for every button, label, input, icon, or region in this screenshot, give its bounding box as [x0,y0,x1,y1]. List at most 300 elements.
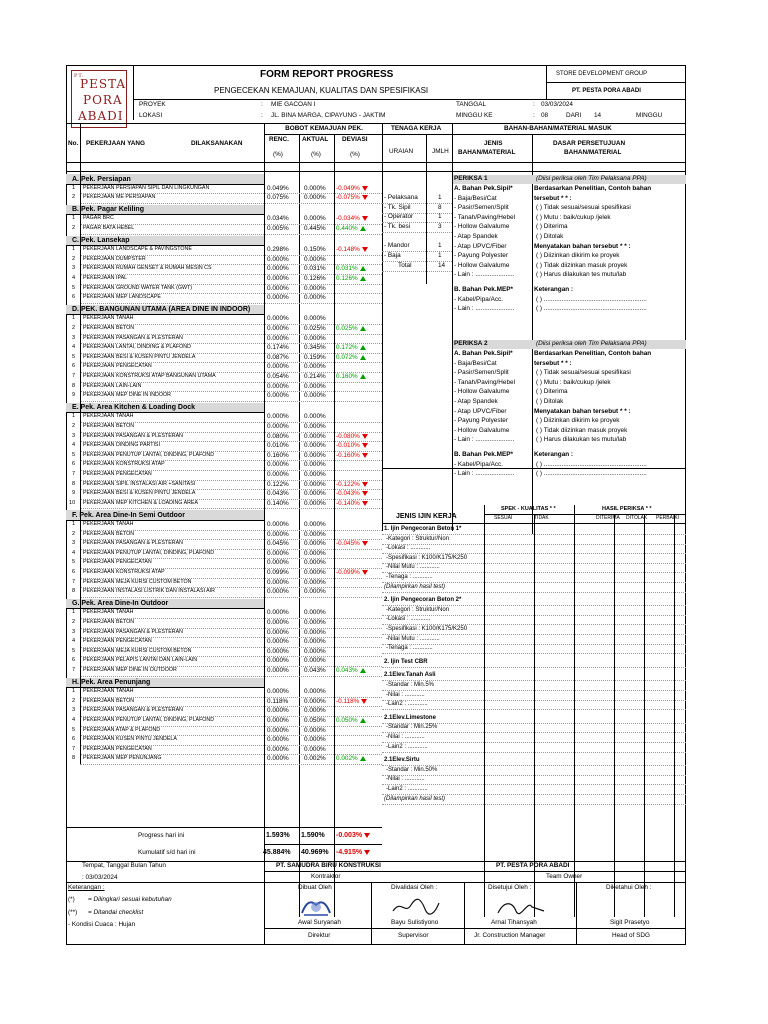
proyek-label: PROYEK [139,101,166,108]
row-aktual: 0.000% [304,745,326,753]
row-aktual: 0.000% [304,569,326,576]
row-line [382,752,686,753]
kumulatif-label: Kumulatif s/d hari ini [138,849,196,856]
bahan-mep-title: B. Bahan Pek.MEP* [454,451,513,458]
up-arrow-icon [360,266,366,271]
up-arrow-icon [360,276,366,281]
col-aktual: AKTUAL [302,136,329,143]
work-item-name: PEKERJAAN PENGECATAN [83,471,152,477]
work-item-name: PEKERJAAN PASANGAN & PLESTERAN [83,628,183,635]
store-group: STORE DEVELOPMENT GROUP [556,71,648,77]
dasar-title: Berdasarkan Penelitian, Contoh bahan [534,185,652,192]
keterangan-1: = Dilingkari sesuai kebutuhan [88,896,172,903]
row-renc: 0.000% [267,609,289,617]
row-line [382,709,686,710]
company-name: PT. PESTA PORA ABADI [572,88,641,94]
down-arrow-icon [362,501,368,506]
row-renc: 0.000% [267,559,289,567]
minggu-value: 08 [541,112,549,119]
row-number: 2 [72,255,76,262]
row-aktual: 0.000% [304,451,326,459]
row-renc: 0.000% [267,755,289,763]
report-sheet: PT. PESTA PORA ABADI FORM REPORT PROGRESS PENGECEKAN KEMAJUAN, KUALITAS DAN SPESIFIKASI STORE DEVELOPMENT GROUP PT. PESTA PORA ABADI PROYEK : MIE GACOAN I TANGGAL : 03/03/2024 LOKASI : JL. BINA MARGA, CIPAYUNG - JAKTIM MINGGU KE : 08 DARI 14 MINGGU No. PEKERJAAN YANG DILAKSANAKAN BOBOT KEMAJUAN PEK. RENC. (%) AKTUAL (%) DEVIASI (%) TENAGA KERJA URAIAN JMLH BAHAN-BAHAN/MATERIAL MASUK JENIS BAHAN/MATERIAL DASAR PERSETUJUAN BAHAN/MATERIAL A. Pek. Persiapan 1 PEKERJAAN PERSIAPAN SIPIL DAN LINGKUNGAN 0.049% 0.000% -0.049% 2 PEKERJAAN ME PERSIAPAN 0.075% 0.000% -0.075% B. Pek. Pagar Keliling 1 PAGAR BRC 0.034% 0.000% -0.034% 2 PAGAR BATA HEBEL 0.005% 0.445% 0.440% C. Pek. Lansekap 1 PEKERJAAN LANDSCAPE & PAVINGSTONE 0.298% 0.150% -0.148% 2 PEKERJAAN DUMPSTER 0.000% 0.000% 3 PEKERJAAN RUMAH GENSET & RUMAH MESIN CS 0.000% 0.031% 0.031% 4 PEKERJAAN IPAL 0.000% 0.126% 0.126% 5 PEKERJAAN GROUND WATER TANK (GWT) 0.000% 0.000% 6 PEKERJAAN MEP LANDSCAPE 0.000% 0.000% D. PEK. BANGUNAN UTAMA (AREA DINE IN INDOOR) 1 PEKERJAAN TANAH 0.000% 0.000% 2 PEKERJAAN BETON 0.000% 0.025% 0.025% 3 PEKERJAAN PASANGAN & PLESTERAN 0.000% 0.000% 4 PEKERJAAN LANTAI, DINDING & PLAFOND 0.174% 0.345% 0.172% 5 PEKERJAAN BESI & KUSEN PINTU JENDELA 0.087% 0.159% 0.072% 6 PEKERJAAN PENGECATAN 0.000% 0.000% 7 PEKERJAAN KONSTRUKSI ATAP BANGUNAN UTAMA 0.054% 0.214% 0.160% 8 PEKERJAAN LAIN-LAIN 0.000% 0.000% 9 PEKERJAAN MEP DINE IN INDOOR 0.000% 0.000% E. Pek. Area Kitchen & Loading Dock 1 PEKERJAAN TANAH 0.000% 0.000% 2 PEKERJAAN BETON 0.000% 0.000% 3 PEKERJAAN PASANGAN & PLESTERAN 0.080% 0.000% -0.080% 4 PEKERJAAN DINDING PARTISI 0.010% 0.000% -0.010% 5 PEKERJAAN PENUTUP LANTAI, DINDING, PLAFOND 0.160% 0.000% -0.160% 6 PEKERJAAN KONSTRUKSI ATAP 0.000% 0.000% 7 PEKERJAAN PENGECATAN 0.000% 0.000% 8 PEKERJAAN SIPIL INSTALASI AIR +SANITASI 0.122% 0.000% -0.122% 9 PEKERJAAN BESI & KUSEN PINTU JENDELA 0.043% 0.000% -0.043% 10 PEKERJAAN MEP KITCHEN & LOADING AREA 0.140% 0.000% -0.140% F. Pek. Area Dine-In Semi Outdoor 1 PEKERJAAN TANAH 0.000% 0.000% 2 PEKERJAAN BETON 0.000% 0.000% 3 PEKERJAAN PASANGAN & PLESTERAN 0.045% 0.000% -0.045% 4 PEKERJAAN PENUTUP LANTAI, DINDING, PLAFOND 0.000% 0.000% 5 PEKERJAAN PENGECATAN 0.000% 0.000% 6 PEKERJAAN KONSTRUKSI ATAP 0.099% 0.000% -0.099% 7 PEKERJAAN MEJA KURSI CUSTOM BETON 0.000% 0.000% 8 PEKERJAAN INSTALASI LISTRIK DAN INSTALASI AIR 0.000% 0.000% G. Pek. Area Dine-In Outdoor 1 PEKERJAAN TANAH 0.000% 0.000% 2 PEKERJAAN BETON 0.000% 0.000% 3 PEKERJAAN PASANGAN & PLESTERAN 0.000% 0.000% 4 PEKERJAAN PENGECATAN 0.000% 0.000% 5 PEKERJAAN MEJA KURSI CUSTOM BETON 0.000% 0.000% 6 PEKERJAAN PELAPIS LANTAI DAN LAIN-LAIN 0.000% 0.000% 7 PEKERJAAN MEP DINE IN OUTDOOR 0.000% 0.043% 0.043% H. Pek. Area Penunjang 1 PEKERJAAN TANAH 0.000% 0.000% 2 PEKERJAAN BETON 0.118% 0.000% -0.118% 3 PEKERJAAN PASANGAN & PLESTERAN 0.000% 0.000% 4 PEKERJAAN PENUTUP LANTAI, DINDING, PLAFOND 0.000% 0.050% 0.050% 5 PEKERJAAN ATAP & PLAFOND 0.000% 0.000% 6 PEKERJAAN KUSEN PINTU JENDELA 0.000% 0.000% 7 PEKERJAAN PENGECATAN 0.000% 0.000% 8 PEKERJAAN MEP PENUNJANG 0.000% 0.002% 0.002% Progress hari ini 1.593% 1.590% -0.003% Kumulatif s/d hari ini 45.884% 40.969% -4.915% - Pelaksana 1 - Tk. Sipil 8 - Operator 1 - Tk. besi 3 - Mandor 1 - Baja 1 Total 14 PERIKSA 1 (Diisi periksa oleh Tim Pelaksana PPA) A. Bahan Pek.Sipil* Berdasarkan Penelitian, Contoh bahan - Baja/Besi/Cat tersebut * * : - Pasir/Semen/Split ( ) Tidak sesuai/sesuai spesifikasi - Tanah/Paving/Hebel ( ) Mutu : baik/cukup /jelek - Hollow Galvalume ( ) Diterima - Atap Spandek ( ) Ditolak - Atap UPVC/Fiber Menyatakan bahan tersebut * * : - Payung Polyester ( ) Diizinkan dikirim ke proyek - Hollow Galvalume ( ) Tidak diizinkan masuk proyek - Lain : ...................... ( ) Harus dilakukan tes mutu/lab B. Bahan Pek.MEP* Keterangan : - Kabel/Pipa/Acc. ( ) .......................................................... - Lain : ...................... ( ) .......................................................... PERIKSA 2 (Diisi periksa oleh Tim Pelaksana PPA) A. Bahan Pek.Sipil* Berdasarkan Penelitian, Contoh bahan - Baja/Besi/Cat tersebut * * : - Pasir/Semen/Split ( ) Tidak sesuai/sesuai spesifikasi - Tanah/Paving/Hebel ( ) Mutu : baik/cukup /jelek - Hollow Galvalume ( ) Diterima - Atap Spandek ( ) Ditolak - Atap UPVC/Fiber Menyatakan bahan tersebut * * : - Payung Polyester ( ) Diizinkan dikirim ke proyek - Hollow Galvalume ( ) Tidak diizinkan masuk proyek - Lain : ...................... ( ) Harus dilakukan tes mutu/lab B. Bahan Pek.MEP* Keterangan : - Kabel/Pipa/Acc. ( ) .......................................................... - Lain : ...................... ( ) .......................................................... JENIS IJIN KERJA SPEK - KUALITAS * * HASIL PERIKSA * * SESUAI TIDAK DITERIMA DITOLAK PERBAIKI 1. Ijin Pengecoran Beton 1* -Kategori : Struktur/Non -Lokasi : ............ -Spesifikasi : K100/K175/K250 -Nilai Mutu : ............ -Tenaga : ............ (Dilampirkan hasil test) 2. Ijin Pengecoran Beton 2* -Kategori : Struktur/Non -Lokasi : ............ -Spesifikasi : K100/K175/K250 -Nilai Mutu : ............ -Tenaga : ............ 2. Ijin Test CBR 2.1Elev.Tanah Asli -Standar : Min.5% -Nilai : ............ -Lain2 : ............ 2.1Elev.Limestone -Standar : Min.25% -Nilai : ............ -Lain2 : ............ 2.1Elev.Sirtu -Standar : Min.50% -Nilai : ............ -Lain2 : ............ (Dilampirkan hasil test) Tempat, Tanggal Bulan Tahun : 03/03/2024 PT. SAMUDRA BIRU KONSTRUKSI PT. PESTA PORA ABADI Kontraktor Team Owner Keterangan : (*) = Dilingkari sesuai kebutuhan (**) = Ditandai checklist - Kondisi Cuaca : Hujan Dibuat Oleh : Divalidasi Oleh : Disetujui Oleh : Diketahui Oleh : Awal Suryanah Bayu Sulistiyono Arnal Tihansyah Sigit Prasetyo Direktur Supervisor Jr. Construction Manager Head of SDG [66,65,686,945]
row-aktual: 0.002% [304,755,326,763]
row-line [80,303,382,304]
up-arrow-icon [360,326,366,331]
col-bobot: BOBOT KEMAJUAN PEK. [285,125,363,132]
row-renc: 0.000% [267,275,289,282]
ijin-subheader-perbaiki: PERBAIKI [656,515,680,521]
row-aktual: 0.214% [304,373,326,380]
row-line [382,592,686,593]
menyatakan-title: Menyatakan bahan tersebut * * : [534,242,631,250]
row-number: 6 [72,461,76,468]
row-renc: 0.000% [267,619,289,626]
ijin-note: (Dilampirkan hasil test) [384,583,446,590]
work-item-name: PEKERJAAN LANDSCAPE & PAVINGSTONE [83,246,192,253]
kondisi-cuaca: - Kondisi Cuaca : Hujan [68,921,136,928]
row-deviasi: 0.172% [336,345,366,352]
dasar-item: ( ) Diterima [536,388,568,396]
row-aktual: 0.000% [304,334,326,342]
menyatakan-item: ( ) Tidak diizinkan masuk proyek [536,426,628,434]
down-arrow-icon [364,833,370,838]
tenaga-jumlah: 1 [438,194,442,201]
row-renc: 0.000% [267,688,289,696]
row-deviasi: 0.160% [336,374,366,381]
menyatakan-title: Menyatakan bahan tersebut * * : [534,407,631,415]
up-arrow-icon [360,668,366,673]
col-dasar: DASAR PERSETUJUAN [553,140,626,147]
row-renc: 0.000% [267,461,289,469]
row-renc: 0.000% [267,423,289,430]
progress-renc: 1.593% [266,832,290,839]
down-arrow-icon [364,850,370,855]
diketahui-label: Diketahui Oleh : [606,884,652,891]
work-item-name: PEKERJAAN BETON [83,325,135,331]
up-arrow-icon [360,355,366,360]
section-title: A. Pek. Persiapan [72,175,131,183]
row-aktual: 0.000% [304,609,326,617]
tenaga-uraian: - Baja [384,252,401,259]
work-item-name: PEKERJAAN PERSIAPAN SIPIL DAN LINGKUNGAN [83,184,210,191]
ijin-block-title: 2.1Elev.Sirtu [384,757,420,764]
row-line [382,804,686,805]
work-item-name: PEKERJAAN GROUND WATER TANK (GWT) [83,284,192,291]
row-deviasi: -0.043% [336,491,368,498]
row-number: 3 [72,265,76,272]
signer-2-role: Supervisor [398,932,429,939]
row-aktual: 0.000% [304,726,326,734]
row-number: 5 [72,726,76,733]
work-item-name: PEKERJAAN LAIN-LAIN [83,382,142,389]
menyatakan-item: ( ) Diizinkan dikirim ke proyek [536,252,620,260]
row-line [382,775,686,776]
menyatakan-item: ( ) Diizinkan dikirim ke proyek [536,417,620,425]
bahan-sipil-item: - Baja/Besi/Cat [454,359,497,367]
row-deviasi: 0.025% [336,326,366,333]
ijin-subheader-ditolak: DITOLAK [626,515,648,521]
ijin-row: -Spesifikasi : K100/K175/K250 [386,626,468,632]
row-number: 2 [72,225,76,231]
ijin-row: -Lain2 : ............ [386,786,428,792]
divalidasi-label: Divalidasi Oleh : [391,884,438,891]
row-aktual: 0.000% [304,423,326,430]
row-number: 6 [72,294,76,301]
dasar-item: ( ) Tidak sesuai/sesuai spesifikasi [536,204,631,212]
work-item-name: PEKERJAAN BETON [83,619,135,625]
row-number: 4 [72,717,76,723]
bahan-sipil-item: - Payung Polyester [454,252,508,260]
row-aktual: 0.000% [304,619,326,626]
down-arrow-icon [362,491,368,496]
row-number: 3 [72,540,76,547]
row-deviasi: -0.140% [336,501,368,508]
row-aktual: 0.031% [304,265,326,273]
col-jenis: JENIS [484,140,503,147]
row-deviasi: -0.148% [336,247,368,254]
row-number: 6 [72,736,76,743]
row-renc: 0.174% [267,344,289,352]
tanggal-value: 03/03/2024 [541,101,573,108]
row-aktual: 0.345% [304,344,326,352]
bahan-sipil-item: - Lain : ...................... [454,271,515,279]
row-number: 8 [72,755,76,762]
row-renc: 0.000% [267,530,289,538]
menyatakan-item: ( ) Harus dilakukan tes mutu/lab [536,436,627,444]
row-aktual: 0.000% [304,480,326,488]
work-item-name: PEKERJAAN RUMAH GENSET & RUMAH MESIN CS [83,265,212,272]
work-item-name: PEKERJAAN PENGECATAN [83,363,152,370]
dari-value: 14 [594,112,602,119]
col-divider [674,514,675,917]
work-item-name: PEKERJAAN TANAH [83,609,134,616]
row-deviasi: -0.099% [336,570,368,577]
row-aktual: 0.000% [304,688,326,696]
work-item-name: PEKERJAAN TANAH [83,315,134,322]
row-aktual: 0.126% [304,275,326,282]
progress-aktual: 1.590% [301,832,325,839]
work-item-name: PEKERJAAN KONSTRUKSI ATAP BANGUNAN UTAMA [83,373,216,379]
bahan-sipil-item: - Pasir/Semen/Split [454,204,509,212]
row-renc: 0.000% [267,521,289,528]
down-arrow-icon [362,186,368,191]
row-renc: 0.000% [267,549,289,557]
dari-label: DARI [566,112,582,119]
work-item-name: PEKERJAAN TANAH [83,521,134,527]
row-line [80,764,382,765]
bahan-sipil-item: - Hollow Galvalume [454,223,510,231]
keterangan-item: ( ) .......................................................... [536,305,647,313]
ijin-row: -Lokasi : ............ [386,616,431,623]
row-aktual: 0.000% [304,578,326,586]
signature-2-icon [391,897,441,917]
row-number: 2 [72,194,76,201]
work-item-name: PEKERJAAN KONSTRUKSI ATAP [83,461,165,468]
row-number: 2 [72,697,76,704]
row-deviasi: 0.072% [336,355,366,362]
bahan-sipil-item: - Tanah/Paving/Hebel [454,378,515,386]
work-item-name: PEKERJAAN MEP DINE IN INDOOR [83,392,171,399]
row-renc: 0.140% [267,499,289,507]
col-deviasi: DEVIASI [342,136,368,143]
keterangan-title: Keterangan : [534,451,574,458]
row-renc: 0.054% [267,373,289,380]
row-renc: 0.298% [267,246,289,254]
row-deviasi: -0.118% [336,699,367,706]
signer-1-name: Awal Suryanah [298,919,341,926]
bahan-sipil-item: - Hollow Galvalume [454,388,510,396]
row-renc: 0.000% [267,726,289,734]
row-number: 7 [72,373,76,379]
section-title: C. Pek. Lansekap [72,237,130,245]
lokasi-value: JL. BINA MARGA, CIPAYUNG - JAKTIM [271,112,386,119]
tenaga-uraian: - Mandor [384,242,410,250]
row-renc: 0.000% [267,334,289,342]
periksa-label: PERIKSA 2 [454,340,488,347]
ijin-row: -Kategori : Struktur/Non [386,606,450,613]
keterangan-label: Keterangan : [68,884,105,891]
row-aktual: 0.000% [304,697,326,705]
work-item-name: PEKERJAAN MEP PENUNJANG [83,755,162,762]
ijin-row: -Lokasi : ............ [386,545,431,552]
ijin-block-title: 2. Ijin Test CBR [384,658,428,665]
section-title: G. Pek. Area Dine-In Outdoor [72,600,169,608]
row-aktual: 0.043% [304,667,326,674]
work-item-name: PEKERJAAN ATAP & PLAFOND [83,726,161,733]
row-aktual: 0.000% [304,284,326,292]
work-item-name: PEKERJAAN DINDING PARTISI [83,442,160,449]
keterangan-title: Keterangan : [534,286,574,293]
lokasi-label: LOKASI [139,112,163,119]
work-item-name: PAGAR BRC [83,215,114,222]
row-renc: 0.049% [267,184,289,192]
row-renc: 0.000% [267,413,289,421]
signer-4-role: Head of SDG [612,932,651,939]
dasar-item: ( ) Mutu : baik/cukup /jelek [536,378,611,386]
tenaga-jumlah: 1 [438,252,442,259]
row-renc: 0.000% [267,657,289,665]
work-item-name: PAGAR BATA HEBEL [83,225,135,231]
row-renc: 0.000% [267,315,289,323]
minggu-suffix: MINGGU [636,112,663,119]
keterangan-2: = Ditandai checklist [88,909,144,916]
report-title: FORM REPORT PROGRESS [260,69,394,80]
tempat-tanggal: : 03/03/2024 [82,874,118,881]
down-arrow-icon [362,570,368,575]
row-number: 7 [72,745,76,752]
row-aktual: 0.000% [304,530,326,538]
row-number: 1 [72,413,76,420]
ijin-subheader-diterima: DITERIMA [596,515,620,521]
row-number: 4 [72,638,76,645]
work-item-name: PEKERJAAN MEP KITCHEN & LOADING AREA [83,499,198,506]
row-number: 9 [72,392,76,399]
kumulatif-renc: 45.884% [263,849,291,856]
row-renc: 0.043% [267,490,289,498]
row-number: 1 [72,215,76,222]
tenaga-uraian: - Tk. Sipil [384,203,411,211]
bahan-sipil-item: - Hollow Galvalume [454,261,510,269]
work-item-name: PEKERJAAN BESI & KUSEN PINTU JENDELA [83,490,196,497]
row-deviasi: 0.002% [336,756,366,763]
row-aktual: 0.000% [304,382,326,390]
row-deviasi: -0.122% [336,482,368,489]
col-jmlh: JMLH [432,148,449,155]
down-arrow-icon [362,443,368,448]
row-aktual: 0.000% [304,638,326,646]
logo-line-2: PORA [83,93,123,107]
row-aktual: 0.000% [304,315,326,323]
work-item-name: PEKERJAAN MEP DINE IN OUTDOOR [83,667,177,673]
row-deviasi: 0.031% [336,266,366,273]
work-item-name: PEKERJAAN PASANGAN & PLESTERAN [83,334,183,341]
hasil-header: HASIL PERIKSA * * [602,506,652,512]
row-renc: 0.118% [267,697,289,705]
row-aktual: 0.000% [304,657,326,665]
work-item-name: PEKERJAAN PASANGAN & PLESTERAN [83,540,183,547]
row-aktual: 0.000% [304,490,326,498]
row-aktual: 0.050% [304,717,326,724]
work-item-name: PEKERJAAN INSTALASI LISTRIK DAN INSTALASI AIR [83,588,215,595]
work-item-name: PEKERJAAN MEJA KURSI CUSTOM BETON [83,647,192,654]
section-title: E. Pek. Area Kitchen & Loading Dock [72,404,196,412]
row-aktual: 0.000% [304,647,326,655]
row-renc: 0.000% [267,578,289,586]
logo-line-3: ABADI [78,109,124,123]
work-item-name: PEKERJAAN LANTAI, DINDING & PLAFOND [83,344,191,351]
row-aktual: 0.150% [304,246,326,254]
col-uraian: URAIAN [389,148,414,155]
logo-pt: PT. [74,73,85,79]
work-item-name: PEKERJAAN PASANGAN & PLESTERAN [83,707,183,714]
row-number: 5 [72,451,76,458]
row-line [382,271,452,272]
down-arrow-icon [362,216,368,221]
row-number: 1 [72,521,76,527]
ijin-row: -Nilai : ............ [386,691,425,698]
row-line [382,232,452,233]
row-renc: 0.099% [267,569,289,576]
row-renc: 0.000% [267,717,289,724]
bahan-sipil-item: - Tanah/Paving/Hebel [454,213,515,221]
bahan-sipil-title: A. Bahan Pek.Sipil* [454,350,513,357]
ijin-note: (Dilampirkan hasil test) [384,795,446,802]
work-item-name: PEKERJAAN PENUTUP LANTAI, DINDING, PLAFOND [83,717,215,723]
row-number: 2 [72,530,76,537]
row-number: 2 [72,423,76,429]
row-number: 4 [72,442,76,449]
row-number: 3 [72,628,76,635]
minggu-label: MINGGU KE [456,112,493,119]
row-renc: 0.087% [267,353,289,361]
down-arrow-icon [362,541,368,546]
bahan-mep-item: - Lain : ...................... [454,470,515,478]
row-renc: 0.000% [267,255,289,263]
tempat-label: Tempat, Tanggal Bulan Tahun [82,862,166,869]
bahan-sipil-item: - Pasir/Semen/Split [454,369,509,377]
row-deviasi: 0.126% [336,276,366,283]
dasar-item: ( ) Mutu : baik/cukup /jelek [536,213,611,221]
row-number: 4 [72,344,76,351]
periksa-label: PERIKSA 1 [454,175,488,182]
row-number: 1 [72,246,76,253]
row-renc: 0.034% [267,215,289,223]
row-number: 7 [72,667,76,673]
col-renc: RENC. [269,136,289,143]
row-number: 7 [72,471,76,477]
row-renc: 0.080% [267,432,289,440]
down-arrow-icon [362,247,368,252]
row-aktual: 0.000% [304,736,326,744]
row-line [80,401,382,402]
work-item-name: PEKERJAAN BESI & KUSEN PINTU JENDELA [83,353,196,360]
work-item-name: PEKERJAAN DUMPSTER [83,255,146,262]
report-subtitle: PENGECEKAN KEMAJUAN, KUALITAS DAN SPESIFIKASI [214,86,429,95]
row-deviasi: -0.045% [336,541,368,548]
row-aktual: 0.000% [304,461,326,469]
work-item-name: PEKERJAAN TANAH [83,413,134,420]
ijin-row: -Spesifikasi : K100/K175/K250 [386,554,468,561]
menyatakan-item: ( ) Tidak diizinkan masuk proyek [536,261,628,269]
row-renc: 0.000% [267,588,289,596]
row-line [80,508,382,509]
row-number: 5 [72,284,76,291]
bahan-sipil-item: - Payung Polyester [454,417,508,425]
work-item-name: PEKERJAAN PELAPIS LANTAI DAN LAIN-LAIN [83,657,198,664]
work-item-name: PEKERJAAN PENGECATAN [83,745,152,752]
ijin-row: -Nilai : ............ [386,734,425,740]
row-renc: 0.000% [267,471,289,478]
row-aktual: 0.025% [304,325,326,332]
keterangan-item: ( ) .......................................................... [536,295,647,303]
bahan-mep-item: - Kabel/Pipa/Acc. [454,295,504,303]
work-item-name: PEKERJAAN PENGECATAN [83,559,152,566]
row-aktual: 0.159% [304,353,326,361]
row-deviasi: -0.075% [336,195,368,202]
dasar-sub: tersebut * * : [534,359,572,367]
kumulatif-aktual: 40.969% [301,849,329,856]
row-renc: 0.000% [267,628,289,636]
row-renc: 0.000% [267,736,289,744]
work-item-name: PEKERJAAN PENUTUP LANTAI, DINDING, PLAFOND [83,549,215,556]
dasar-item: ( ) Diterima [536,223,568,231]
col-tenaga: TENAGA KERJA [391,125,442,132]
ijin-subheader-tidak: TIDAK [534,515,549,521]
up-arrow-icon [360,374,366,379]
bahan-sipil-item: - Atap Spandek [454,233,498,240]
row-deviasi: -0.080% [336,434,368,441]
tenaga-jumlah: 1 [438,242,442,250]
progress-deviasi: -0.003% [336,832,370,839]
row-aktual: 0.000% [304,521,326,528]
row-number: 5 [72,647,76,654]
row-renc: 0.000% [267,363,289,371]
col-divider [534,514,535,917]
company-stamp-icon [298,895,334,919]
tenaga-jumlah: 8 [438,203,442,211]
ijin-block-title: 1. Ijin Pengecoran Beton 1* [384,526,462,532]
disetujui-label: Disetujui Oleh : [488,884,532,891]
ijin-row: -Standar : Min.25% [386,724,438,731]
signature-3-icon [496,897,546,917]
down-arrow-icon [362,482,368,487]
contractor-role: Kontraktor [311,873,341,880]
row-deviasi: 0.043% [336,668,366,675]
row-number: 4 [72,549,76,556]
row-renc: 0.045% [267,540,289,548]
ijin-row: -Nilai Mutu : ............ [386,564,440,571]
